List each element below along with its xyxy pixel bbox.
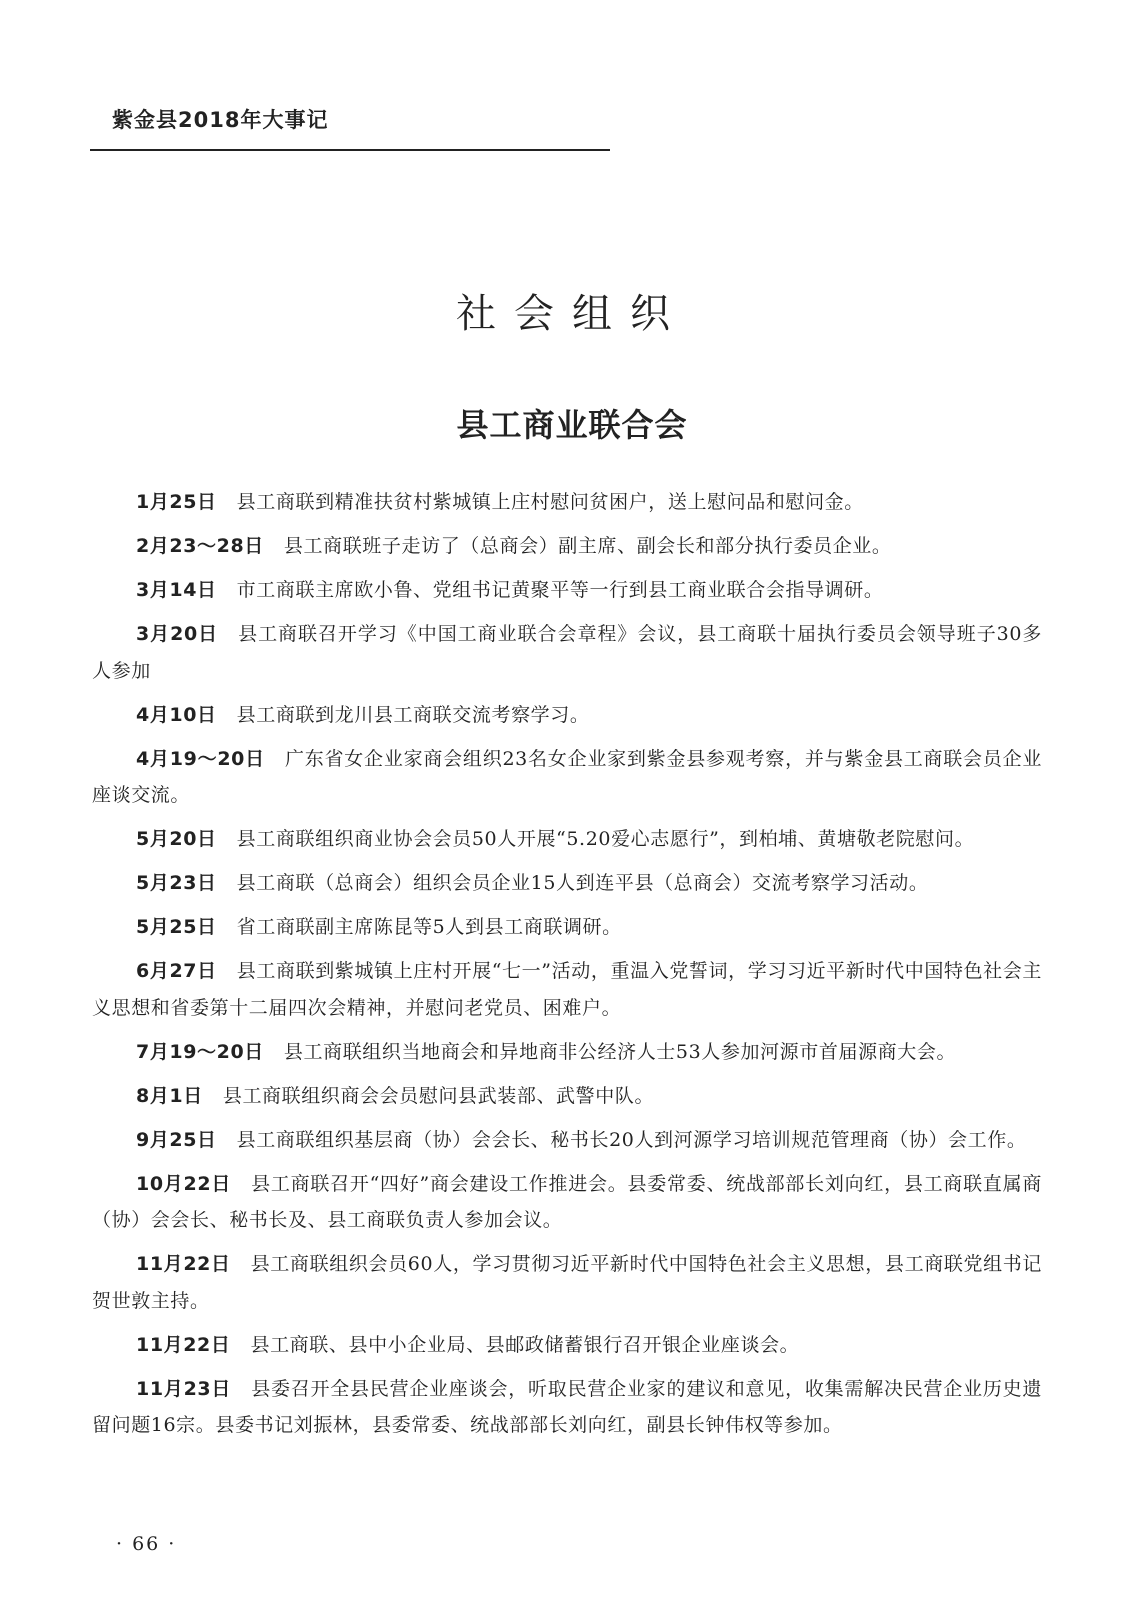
chronicle-entry xyxy=(92,865,1042,902)
entry-text: 市工商联主席欧小鲁、党组书记黄聚平等一行到县工商业联合会指导调研。 xyxy=(236,579,884,601)
entry-date: 1月25日 xyxy=(136,491,217,513)
entry-date: 4月10日 xyxy=(136,703,217,726)
entry-date: 8月1日 xyxy=(136,1084,203,1107)
chronicle-entries xyxy=(92,484,1042,1451)
chronicle-entry xyxy=(92,1166,1042,1239)
entry-text: 县工商联、县中小企业局、县邮政储蓄银行召开银企业座谈会。 xyxy=(250,1333,800,1356)
entry-date: 3月14日 xyxy=(136,579,217,601)
header-rule xyxy=(90,149,610,151)
entry-text: 县工商联组织当地商会和异地商非公经济人士53人参加河源市首届源商大会。 xyxy=(283,1040,957,1063)
entry-date: 11月22日 xyxy=(136,1333,231,1356)
entry-text: 县工商联召开学习《中国工商业联合会章程》会议，县工商联十届执行委员会领导班子30多人参加 xyxy=(92,623,1042,682)
chronicle-entry xyxy=(92,1122,1042,1159)
chronicle-entry xyxy=(92,484,1042,521)
entry-text: 县工商联召开“四好”商会建设工作推进会。县委常委、统战部部长刘向红，县工商联直属商（协）会会长、秘书长及、县工商联负责人参加会议。 xyxy=(92,1172,1043,1231)
chronicle-entry xyxy=(92,741,1042,814)
entry-date: 3月20日 xyxy=(136,623,219,645)
entry-date: 2月23～28日 xyxy=(136,535,264,557)
entry-text: 县委召开全县民营企业座谈会，听取民营企业家的建议和意见，收集需解决民营企业历史遗留问题16宗。县委书记刘振林，县委常委、统战部部长刘向红，副县长钟伟权等参加。 xyxy=(92,1377,1042,1436)
entry-text: 县工商联组织会员60人，学习贯彻习近平新时代中国特色社会主义思想，县工商联党组书记贺世敦主持。 xyxy=(92,1253,1043,1312)
page-number: · 66 · xyxy=(116,1533,177,1555)
entry-date: 5月20日 xyxy=(136,828,217,850)
chronicle-entry xyxy=(92,953,1042,1026)
section-title: 社会组织 xyxy=(456,291,688,337)
entry-text: 县工商联班子走访了（总商会）副主席、副会长和部分执行委员企业。 xyxy=(283,535,892,557)
entry-date: 5月23日 xyxy=(136,872,217,894)
entry-text: 县工商联组织商会会员慰问县武装部、武警中队。 xyxy=(222,1084,655,1107)
chronicle-entry xyxy=(92,1078,1042,1115)
entry-text: 县工商联（总商会）组织会员企业15人到连平县（总商会）交流考察学习活动。 xyxy=(236,872,929,894)
chronicle-entry xyxy=(92,909,1042,946)
entry-text: 县工商联组织基层商（协）会会长、秘书长20人到河源学习培训规范管理商（协）会工作。 xyxy=(236,1128,1027,1151)
entry-text: 县工商联到龙川县工商联交流考察学习。 xyxy=(236,703,590,726)
chronicle-entry xyxy=(92,821,1042,858)
entry-text: 省工商联副主席陈昆等5人到县工商联调研。 xyxy=(236,916,622,938)
chronicle-entry xyxy=(92,616,1042,689)
running-header: 紫金县2018年大事记 xyxy=(112,108,329,132)
chronicle-entry xyxy=(92,697,1042,734)
chronicle-entry xyxy=(92,572,1042,609)
chronicle-entry xyxy=(92,1034,1042,1071)
entry-date: 6月27日 xyxy=(136,960,217,982)
entry-text: 县工商联到精准扶贫村紫城镇上庄村慰问贫困户，送上慰问品和慰问金。 xyxy=(236,491,864,513)
entry-date: 11月22日 xyxy=(136,1253,231,1275)
chronicle-entry xyxy=(92,528,1042,565)
entry-date: 4月19～20日 xyxy=(136,747,265,770)
entry-date: 5月25日 xyxy=(136,916,217,938)
section-subtitle: 县工商业联合会 xyxy=(456,406,688,444)
chronicle-entry xyxy=(92,1327,1042,1364)
entry-text: 县工商联到紫城镇上庄村开展“七一”活动，重温入党誓词，学习习近平新时代中国特色社会主义思想和省委第十二届四次会精神，并慰问老党员、困难户。 xyxy=(92,960,1042,1019)
entry-text: 广东省女企业家商会组织23名女企业家到紫金县参观考察，并与紫金县工商联会员企业座谈交流。 xyxy=(92,747,1042,806)
entry-text: 县工商联组织商业协会会员50人开展“5.20爱心志愿行”，到柏埔、黄塘敬老院慰问。 xyxy=(236,828,975,850)
chronicle-entry xyxy=(92,1371,1042,1444)
entry-date: 9月25日 xyxy=(136,1128,217,1151)
chronicle-entry xyxy=(92,1246,1042,1319)
entry-date: 10月22日 xyxy=(136,1172,232,1195)
entry-date: 7月19～20日 xyxy=(136,1040,264,1063)
entry-date: 11月23日 xyxy=(136,1377,232,1400)
